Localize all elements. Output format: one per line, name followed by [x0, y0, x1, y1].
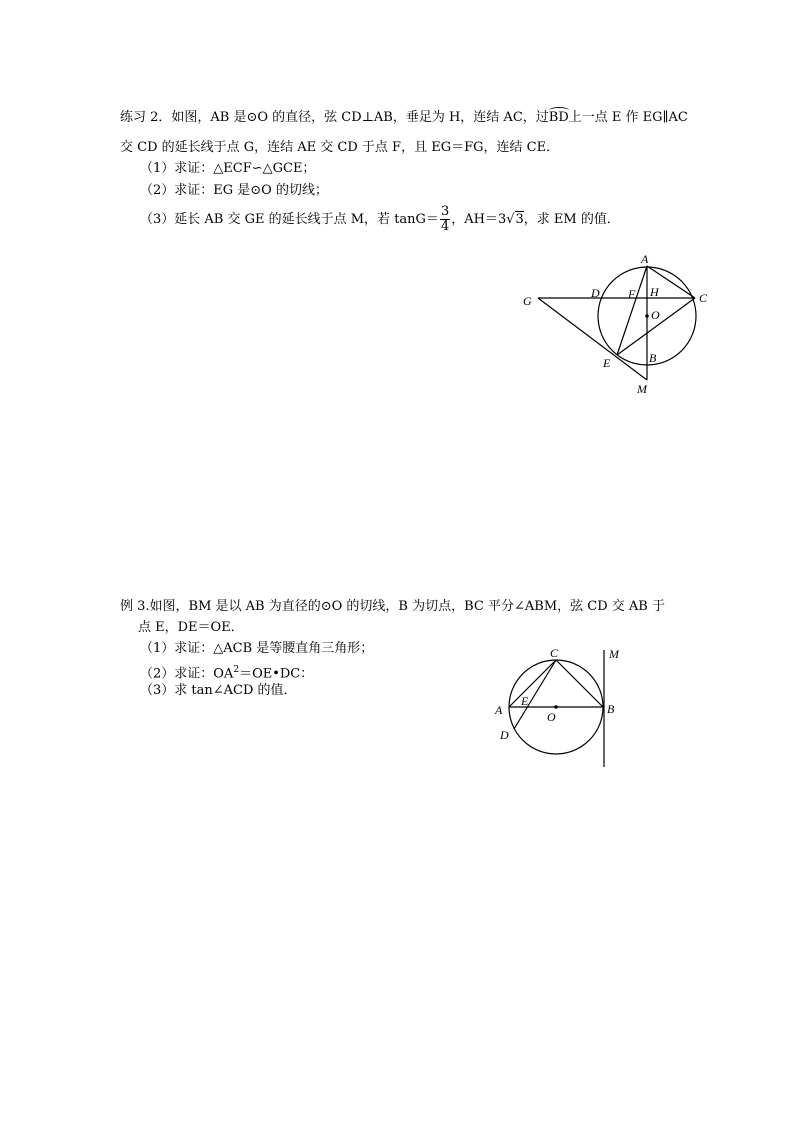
problem2-geometry-figure	[490, 640, 630, 772]
label-d: D	[591, 286, 600, 300]
label-e: E	[521, 694, 529, 708]
label-m: M	[609, 647, 619, 661]
problem2-line1: 例 3.如图，BM 是以 AB 为直径的⊙O 的切线，B 为切点，BC 平分∠ABM，弦 CD 交 AB 于	[120, 599, 665, 614]
line-ae	[617, 266, 647, 355]
problem2-question3: （3）求 tan∠ACD 的值．	[140, 683, 297, 698]
center-point-o	[554, 705, 558, 709]
label-b: B	[649, 351, 657, 365]
label-h: H	[650, 285, 659, 299]
problem1-line2: 交 CD 的延长线于点 G，连结 AE 交 CD 于点 F，且 EG＝FG，连结 CE．	[120, 140, 560, 155]
label-o: O	[547, 710, 556, 724]
line-bc	[556, 660, 603, 707]
fraction-denominator: 4	[440, 219, 450, 234]
label-c: C	[699, 291, 708, 305]
label-e: E	[603, 356, 611, 370]
problem1-line1	[120, 110, 688, 126]
problem1-line1-tail: 上一点 E 作 EG∥AC	[568, 110, 688, 125]
arc-bd-label: BD	[548, 110, 569, 125]
line-ac	[509, 660, 556, 707]
q3-text-a: （3）延长 AB 交 GE 的延长线于点 M，若 tanG＝	[140, 212, 439, 227]
label-f: F	[628, 287, 636, 301]
line-ce	[617, 298, 695, 355]
center-point-o	[645, 314, 649, 318]
sqrt-symbol: √	[506, 212, 515, 227]
problem2-question2	[140, 662, 313, 682]
q3-text-b: ，AH＝3	[451, 212, 507, 227]
problem2-question1: （1）求证：△ACB 是等腰直角三角形；	[140, 641, 374, 656]
q2-text-a: （2）求证：OA	[140, 666, 234, 682]
label-b: B	[607, 702, 615, 716]
problem1-line1-text: 练习 2．如图，AB 是⊙O 的直径，弦 CD⊥AB，垂足为 H，连结 AC，过	[120, 110, 549, 125]
fraction-numerator: 3	[440, 204, 450, 219]
label-c: C	[550, 646, 559, 660]
label-g: G	[523, 294, 532, 308]
q2-text-b: ＝OE•DC：	[239, 666, 314, 682]
q3-text-c: ，求 EM 的值．	[523, 212, 620, 227]
sqrt-radicand: 3	[515, 212, 524, 227]
label-m: M	[637, 382, 647, 396]
problem1-question1: （1）求证：△ECF∽△GCE；	[140, 161, 316, 176]
problem1-question2: （2）求证：EG 是⊙O 的切线；	[140, 183, 328, 198]
q2-superscript: 2	[233, 665, 240, 675]
label-o: O	[651, 308, 660, 322]
problem1-geometry-figure	[515, 250, 725, 400]
line-gm	[538, 298, 647, 380]
fraction-three-quarters	[440, 205, 450, 234]
label-a: A	[495, 703, 503, 717]
problem1-question3	[140, 205, 620, 235]
problem2-line2: 点 E，DE＝OE．	[138, 620, 244, 635]
label-a: A	[641, 252, 649, 266]
label-d: D	[500, 728, 509, 742]
